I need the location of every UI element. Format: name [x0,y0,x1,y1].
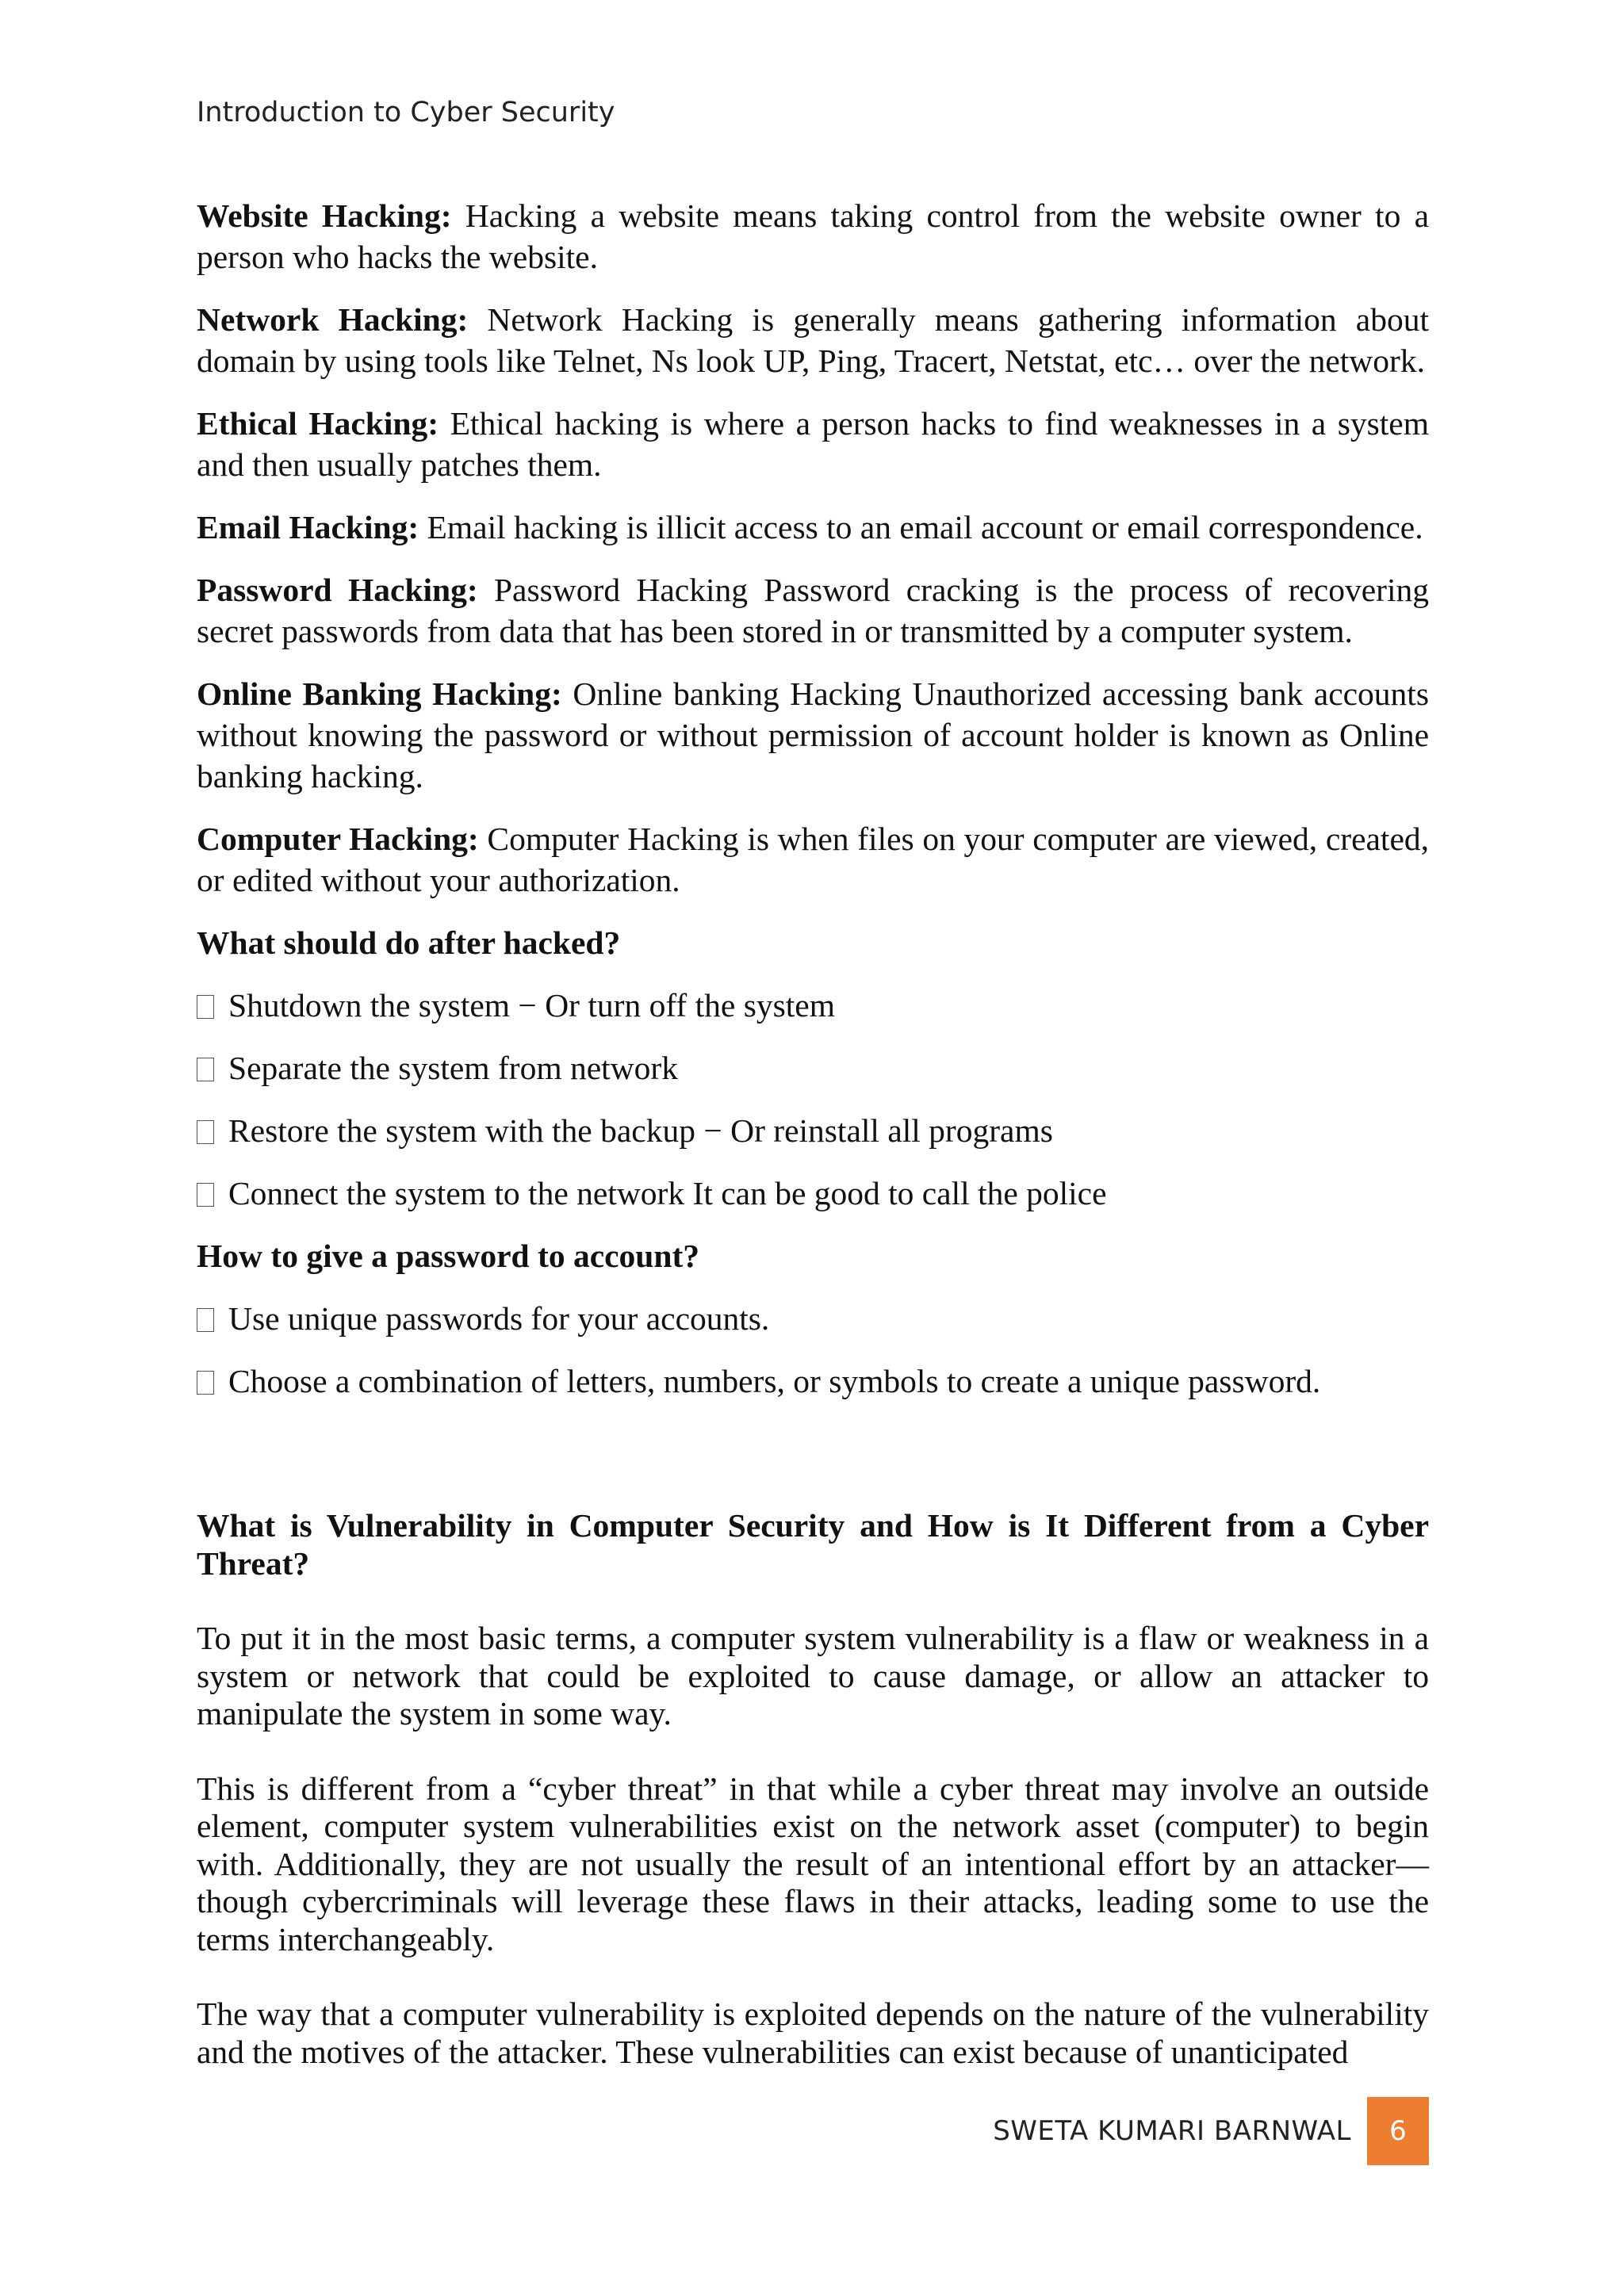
list-item [197,1360,1429,1402]
definition-text: Online banking Hacking Unauthorized accessing bank accounts without knowing the password or without permission of account holder is known as Online banking hacking. [197,675,1429,794]
paragraph: To put it in the most basic terms, a computer system vulnerability is a flaw or weakness in a system or network that could be exploited to cause damage, or allow an attacker to manipulate the system in some way. [197,1620,1429,1732]
checkbox-glyph-icon [197,1183,214,1207]
definition-term: Ethical Hacking: [197,405,439,442]
page-number-badge: 6 [1367,2097,1429,2165]
footer-author: SWETA KUMARI BARNWAL [993,2115,1351,2147]
main-content [197,195,1429,1423]
list-item [197,1047,1429,1089]
definition-password-hacking [197,569,1429,652]
list-item-text: Connect the system to the network It can be good to call the police [228,1175,1107,1211]
page-footer [993,2097,1429,2165]
definition-text: Computer Hacking is when files on your computer are viewed, created, or edited without your authorization. [197,821,1430,898]
definition-term: Website Hacking: [197,197,452,234]
definition-website-hacking [197,195,1429,277]
checkbox-glyph-icon [197,995,214,1019]
paragraph: This is different from a “cyber threat” in that while a cyber threat may involve an outside element, computer system vulnerabilities exist on the network asset (computer) to begin with. Additionally, they are not usually the result of an intentional effort by an attacker—though cybercriminals will leverage these flaws in their attacks, leading some to use the terms interchangeably. [197,1770,1429,1957]
definition-email-hacking [197,507,1429,548]
password-heading: How to give a password to account? [197,1238,700,1274]
definition-ethical-hacking [197,403,1429,485]
checkbox-glyph-icon [197,1371,214,1395]
checkbox-glyph-icon [197,1058,214,1081]
definition-online-banking-hacking [197,673,1429,797]
definition-term: Password Hacking: [197,572,478,608]
definition-term: Online Banking Hacking: [197,675,562,712]
definition-text: Password Hacking Password cracking is the process of recovering secret passwords from data that has been stored in or transmitted by a computer system. [197,572,1429,649]
list-item-text: Shutdown the system − Or turn off the system [228,987,835,1024]
definition-network-hacking [197,299,1429,381]
vulnerability-section [197,1507,1429,2108]
list-item-text: Use unique passwords for your accounts. [228,1300,770,1337]
definition-text: Network Hacking is generally means gathering information about domain by using tools like Telnet, Ns look UP, Ping, Tracert, Netstat, etc… over the network. [197,301,1429,379]
definition-term: Email Hacking: [197,509,419,545]
definition-computer-hacking [197,818,1429,901]
running-header: Introduction to Cyber Security [197,97,615,128]
list-item-text: Choose a combination of letters, numbers, or symbols to create a unique password. [228,1363,1321,1399]
list-item-text: Separate the system from network [228,1050,678,1086]
definition-text: Ethical hacking is where a person hacks to find weaknesses in a system and then usually patches them. [197,405,1429,483]
list-item [197,1110,1429,1151]
checkbox-glyph-icon [197,1120,214,1144]
definition-term: Network Hacking: [197,301,469,338]
list-item [197,1298,1429,1339]
definition-term: Computer Hacking: [197,821,479,857]
list-item [197,1173,1429,1214]
section-title: What is Vulnerability in Computer Security and How is It Different from a Cyber Threat? [197,1507,1429,1582]
after-hacked-heading: What should do after hacked? [197,924,621,961]
list-item [197,985,1429,1026]
definition-text: Hacking a website means taking control from the website owner to a person who hacks the website. [197,197,1429,275]
list-item-text: Restore the system with the backup − Or reinstall all programs [228,1112,1053,1149]
paragraph: The way that a computer vulnerability is exploited depends on the nature of the vulnerability and the motives of the attacker. These vulnerabilities can exist because of unanticipated [197,1996,1429,2070]
definition-text: Email hacking is illicit access to an email account or email correspondence. [419,509,1423,545]
checkbox-glyph-icon [197,1308,214,1332]
